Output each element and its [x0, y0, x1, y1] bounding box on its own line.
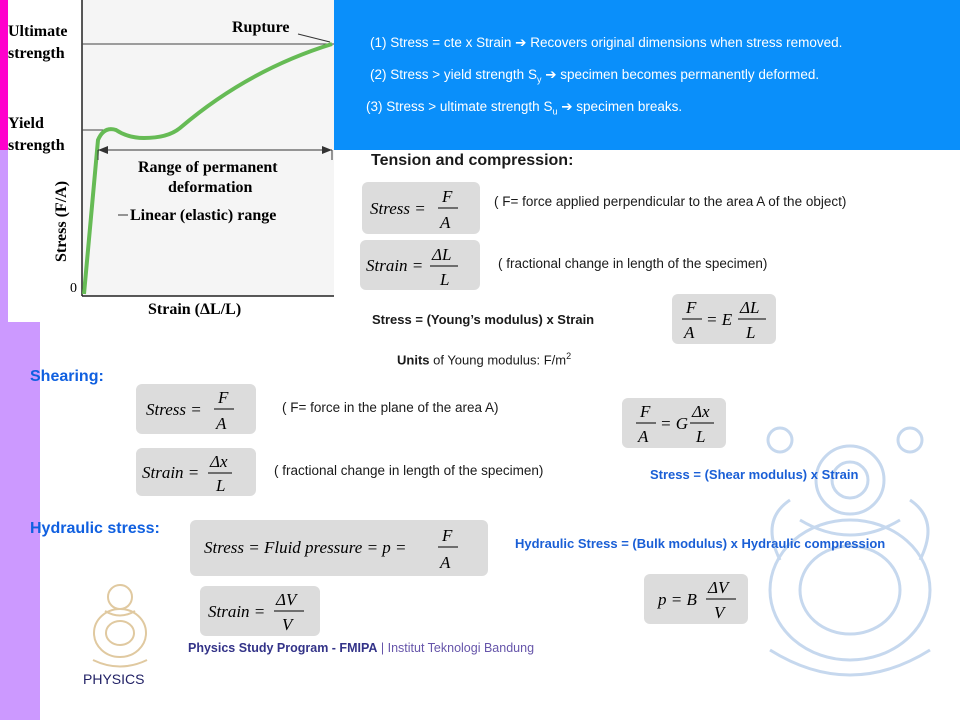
svg-text:F: F	[442, 526, 453, 545]
arrow-icon: ➔	[515, 35, 527, 50]
svg-text:F: F	[686, 298, 697, 317]
svg-text:ΔL: ΔL	[432, 245, 452, 264]
hydraulic-stress-formula	[190, 520, 488, 576]
bulk-formula	[644, 574, 748, 624]
svg-text:Δx: Δx	[210, 452, 228, 471]
ultimate-label-1: Ultimate	[8, 23, 68, 40]
shear-stress-formula	[136, 384, 256, 434]
stress-strain-svg	[8, 0, 334, 322]
physics-logo: PHYSICS	[83, 671, 145, 687]
svg-text:ΔL: ΔL	[740, 298, 760, 317]
tension-stress-formula	[362, 182, 480, 234]
svg-text:Strain =: Strain =	[142, 463, 200, 482]
ganesha-logo-icon	[85, 575, 155, 670]
tension-heading: Tension and compression:	[371, 152, 574, 169]
yield-label-2: strength	[8, 137, 65, 154]
svg-text:F: F	[640, 402, 651, 421]
x-axis-label: Strain (ΔL/L)	[148, 301, 242, 318]
intro-item-3: (3) Stress > ultimate strength $S_u$ ➔ specimen breaks.	[366, 99, 683, 117]
arrow-icon: ➔	[545, 67, 557, 82]
svg-text:F: F	[442, 187, 453, 206]
svg-text:L: L	[696, 427, 706, 446]
yield-label-1: Yield	[8, 115, 44, 132]
permanent-label-2: deformation	[168, 179, 253, 196]
shear-relation: Stress = (Shear modulus) x Strain	[650, 467, 859, 482]
tension-strain-note: ( fractional change in length of the specimen)	[498, 256, 768, 271]
bulk-relation: Hydraulic Stress = (Bulk modulus) x Hydraulic compression	[515, 536, 886, 551]
svg-text:Stress =: Stress =	[370, 199, 426, 218]
svg-text:V: V	[282, 615, 293, 634]
tension-strain-formula	[360, 240, 480, 290]
svg-text:Strain =: Strain =	[366, 256, 424, 275]
svg-text:L: L	[440, 270, 450, 289]
footer-credit: Physics Study Program - FMIPA | Institut Teknologi Bandung	[188, 641, 535, 655]
svg-text:A: A	[638, 427, 649, 446]
permanent-label-1: Range of permanent	[138, 159, 278, 176]
intro-list	[366, 34, 843, 130]
young-relation: Stress = (Young’s modulus) x Strain	[372, 312, 595, 327]
svg-text:V: V	[714, 603, 725, 622]
svg-text:ΔV: ΔV	[276, 590, 297, 609]
svg-text:Stress = Fluid pressure = p =: Stress = Fluid pressure = p =	[204, 538, 407, 557]
shear-formula	[622, 398, 726, 448]
shearing-heading: Shearing:	[30, 368, 104, 385]
young-formula	[672, 294, 776, 344]
shear-strain-formula	[136, 448, 256, 496]
volume-strain-formula	[200, 586, 320, 636]
hydraulic-heading: Hydraulic stress:	[30, 520, 160, 537]
y-axis-label: Stress (F/A)	[53, 180, 70, 262]
svg-text:L: L	[746, 323, 756, 342]
rupture-label: Rupture	[232, 19, 290, 36]
svg-text:ΔV: ΔV	[708, 578, 729, 597]
intro-item-1: (1) Stress = cte x Strain ➔ Recovers original dimensions when stress removed.	[370, 35, 843, 50]
intro-item-2: (2) Stress > yield strength $S_y$ ➔ specimen becomes permanently deformed.	[370, 67, 820, 85]
ultimate-label-2: strength	[8, 45, 65, 62]
shear-stress-note: ( F= force in the plane of the area A)	[282, 400, 499, 415]
svg-text:p = B: p = B	[658, 590, 697, 609]
svg-text:A: A	[216, 414, 227, 433]
svg-text:Stress =: Stress =	[146, 400, 202, 419]
elastic-label: Linear (elastic) range	[130, 207, 277, 224]
svg-text:Δx: Δx	[692, 402, 710, 421]
tension-stress-note: ( F= force applied perpendicular to the area A of the object)	[494, 194, 847, 209]
svg-text:= G: = G	[660, 414, 688, 433]
svg-text:L: L	[216, 476, 226, 495]
svg-text:F: F	[218, 388, 229, 407]
arrow-icon: ➔	[561, 99, 573, 114]
svg-text:A: A	[440, 213, 451, 232]
svg-text:A: A	[684, 323, 695, 342]
svg-text:A: A	[440, 553, 451, 572]
svg-text:= E: = E	[706, 310, 733, 329]
young-units: Units of Young modulus: $F/m^2$	[397, 351, 572, 368]
shear-strain-note: ( fractional change in length of the specimen)	[274, 463, 544, 478]
stress-strain-graph	[8, 0, 334, 322]
svg-text:Strain =: Strain =	[208, 602, 266, 621]
origin-label: 0	[70, 281, 77, 296]
